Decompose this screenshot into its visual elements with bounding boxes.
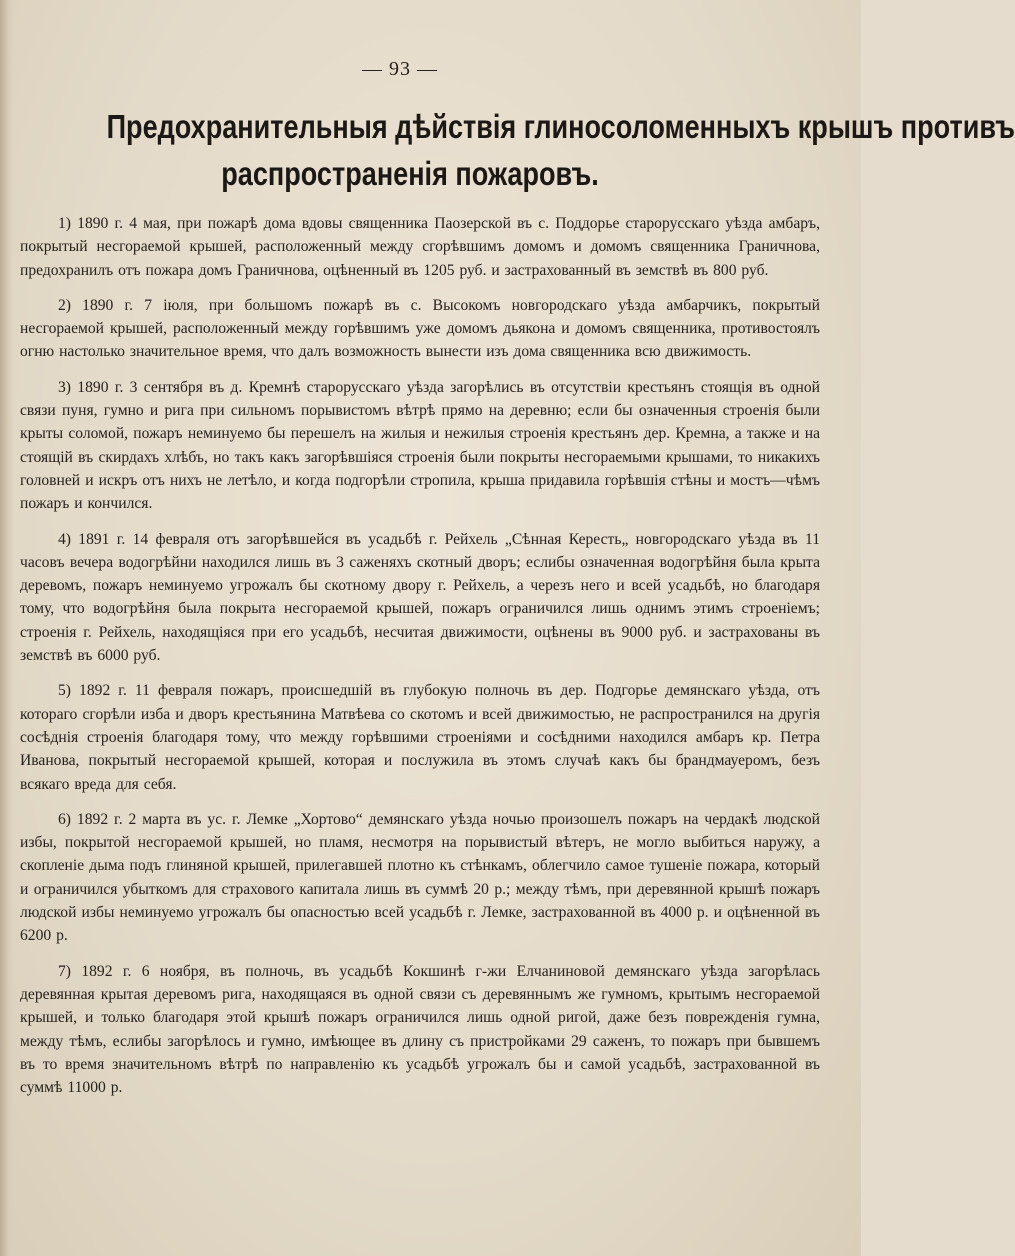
page-title	[106, 103, 1015, 197]
paragraph-3: 3) 1890 г. 3 сентября въ д. Кремнѣ старорусскаго уѣзда загорѣлись въ отсутствіи крестьянъ стоящія въ одной связи пуня, гумно и рига при сильномъ порывистомъ вѣтрѣ прямо на деревню; если бы означенныя строенія были крыты соломой, пожаръ неминуемо бы перешелъ на жилыя и нежилыя строенія крестьянъ дер. Кремна, а также и на стоящій въ скирдахъ хлѣбъ, но такъ какъ загорѣвшіяся строенія были покрыты несгораемыми крышами, то никакихъ головней и искръ отъ нихъ не летѣло, и когда подгорѣли стропила, крыша придавила горѣвшія стѣны и мостъ—чѣмъ пожаръ и кончился.	[20, 378, 820, 513]
paragraph-4: 4) 1891 г. 14 февраля отъ загорѣвшейся въ усадьбѣ г. Рейхель „Сѣнная Кересть„ новгородскаго уѣзда въ 11 часовъ вечера водогрѣйни находился лишь въ 3 саженяхъ скотный дворъ; еслибы означенная водогрѣйня была крыта деревомъ, пожаръ неминуемо угрожалъ бы скотному двору г. Рейхель, а черезъ него и всей усадьбѣ, но благодаря тому, что водогрѣйня была покрыта несгораемой крышей, пожаръ ограничился лишь однимъ этимъ строеніемъ; строенія г. Рейхель, находящіяся при его усадьбѣ, несчитая движимости, оцѣнены въ 9000 руб. и застрахованы въ земствѣ въ 6000 руб.	[20, 530, 820, 665]
paragraph-2: 2) 1890 г. 7 іюля, при большомъ пожарѣ въ с. Высокомъ новгородскаго уѣзда амбарчикъ, покрытый несгораемой крышей, расположенный между горѣвшимъ уже домомъ дьякона и домомъ священника, противостоялъ огню настолько значительное время, что далъ возможность вынести изъ дома священника всю движимость.	[20, 296, 820, 361]
paragraph-1: 1) 1890 г. 4 мая, при пожарѣ дома вдовы священника Паозерской въ с. Поддорье старорусскаго уѣзда амбаръ, покрытый несгораемой крышей, расположенный между сгорѣвшимъ домомъ и домомъ священника Граничнова, предохранилъ отъ пожара домъ Граничнова, оцѣненный въ 1205 руб. и застрахованный въ земствѣ въ 800 руб.	[20, 215, 820, 279]
paragraph-6: 6) 1892 г. 2 марта въ ус. г. Лемке „Хортово“ демянскаго уѣзда ночью произошелъ пожаръ на чердакѣ людской избы, покрытой несгораемой крышей, но пламя, несмотря на порывистый вѣтеръ, не могло выбиться наружу, а скопленіе дыма подъ глиняной крышей, прилегавшей плотно къ стѣнкамъ, облегчило самое тушеніе пожара, который и ограничился убыткомъ для страхового капитала лишь въ суммѣ 20 р.; между тѣмъ, при деревянной крышѣ пожаръ людской избы неминуемо угрожалъ бы опасностью всей усадьбѣ г. Лемке, застрахованной въ 4000 р. и оцѣненной въ 6200 р.	[20, 810, 820, 945]
paragraph-7: 7) 1892 г. 6 ноября, въ полночь, въ усадьбѣ Кокшинѣ г-жи Елчаниновой демянскаго уѣзда загорѣлась деревянная крытая деревомъ рига, находящаяся въ одной связи съ деревяннымъ же гумномъ, крытымъ несгораемой крышей, и только благодаря этой крышѣ пожаръ ограничился лишь одной ригой, даже безъ поврежденія гумна, между тѣмъ, еслибы загорѣлось и гумно, имѣющее въ длину съ пристройками 29 саженъ, то пожаръ при бывшемъ въ то время значительномъ вѣтрѣ по направленію къ усадьбѣ угрожалъ бы и самой усадьбѣ, застрахованной въ суммѣ 11000 р.	[20, 962, 820, 1097]
title-line-1: Предохранительныя дѣйствія глиносоломенныхъ крышъ противъ	[106, 108, 1015, 145]
page-binding-edge	[0, 0, 14, 1256]
title-line-2: распространенія пожаровъ.	[221, 155, 599, 192]
page-number: — 93 —	[362, 58, 438, 80]
paragraph-5: 5) 1892 г. 11 февраля пожаръ, происшедшій въ глубокую полночь въ дер. Подгорье демянскаго уѣзда, отъ котораго сгорѣли изба и дворъ крестьянина Матвѣева со скотомъ и всей движимостью, не распространился на другія сосѣднія строенія благодаря тому, что между горѣвшими строеніями и сосѣдними находился амбаръ кр. Петра Иванова, покрытый несгораемой крышей, которая и послужила въ этомъ случаѣ какъ бы брандмауеромъ, безъ всякаго вреда для себя.	[20, 682, 820, 793]
body-text	[20, 212, 820, 1111]
